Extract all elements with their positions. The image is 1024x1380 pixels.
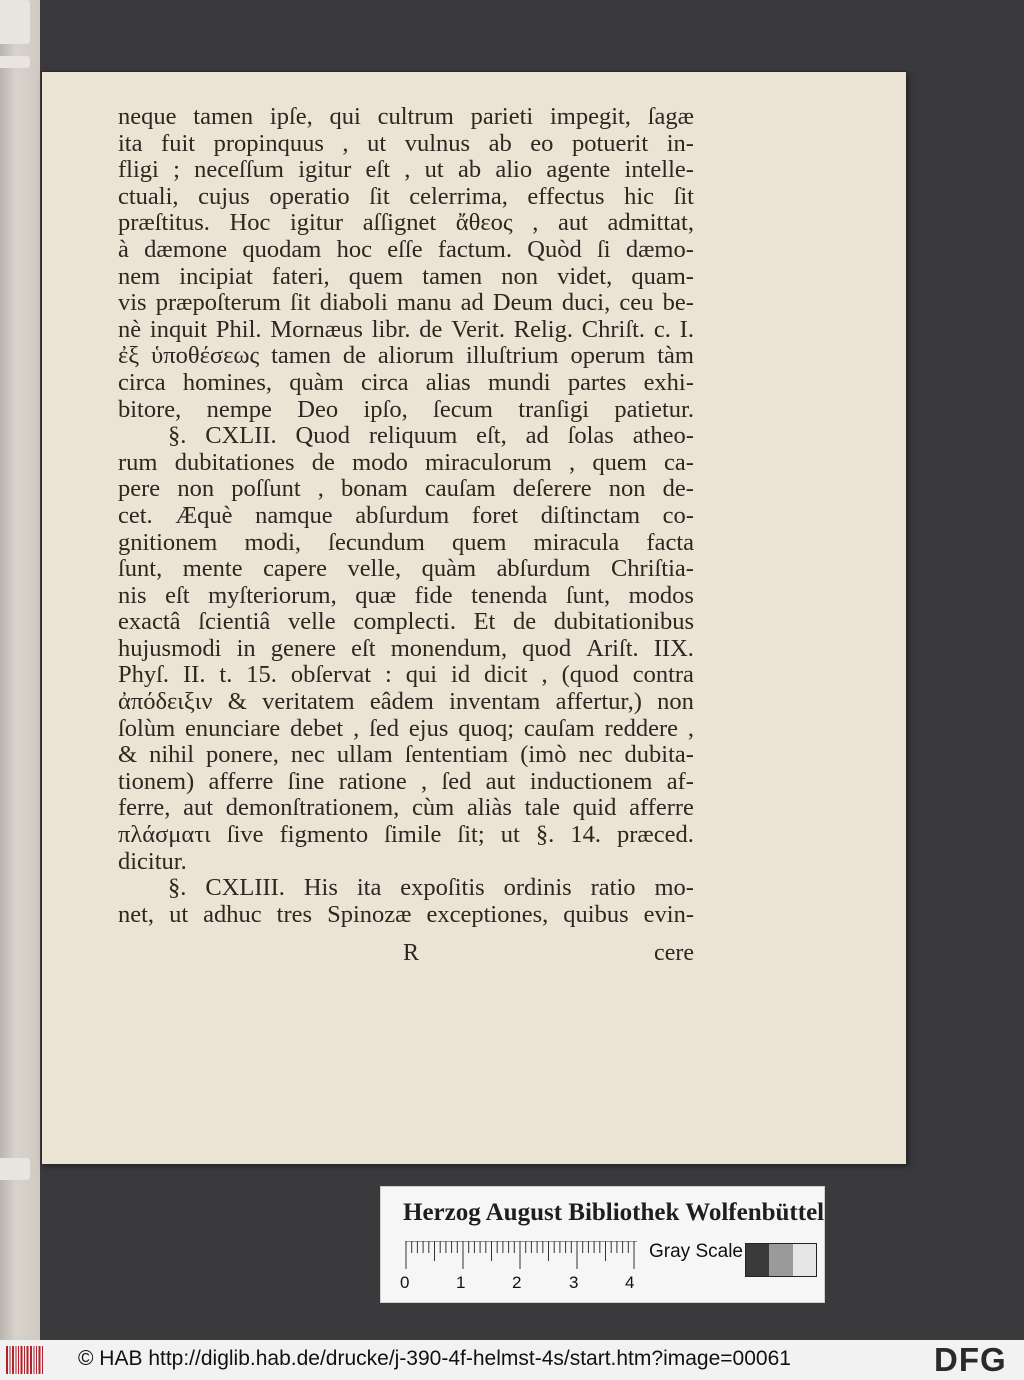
text-line: ſolùm enunciare debet , ſed ejus quoq; cauſam reddere , <box>118 714 694 742</box>
text-line: ctuali, cujus operatio ſit celerrima, effectus hic ſit <box>118 182 694 210</box>
text-line: ferre, aut demonſtrationem, cùm aliàs tale quid afferre <box>118 794 694 822</box>
dfg-logo: DFG <box>934 1341 1007 1378</box>
text-line: fligi ; neceſſum igitur eſt , ut ab alio agente intelle- <box>118 156 694 184</box>
text-line: §. CXLII. Quod reliquum eſt, ad ſolas atheo- <box>168 422 694 450</box>
text-line: vis præpoſterum ſit diaboli manu ad Deum duci, ceu be- <box>118 289 694 317</box>
text-line: neque tamen ipſe, qui cultrum parieti impegit, ſagæ <box>118 103 694 130</box>
ruler-label: 3 <box>569 1273 579 1292</box>
ruler-label: 1 <box>456 1273 466 1292</box>
text-line: nè inquit Phil. Mornæus libr. de Verit. Relig. Chriſt. c. I. <box>118 315 694 343</box>
adjacent-page-edge <box>0 0 40 1340</box>
text-line: à dæmone quodam hoc eſſe factum. Quòd ſi dæmo- <box>118 235 694 263</box>
text-line: & nihil ponere, nec ullam ſententiam (imò nec dubita- <box>118 741 694 769</box>
text-line: ἐξ ὑποθέσεως tamen de aliorum illuſtrium operum tàm <box>118 342 694 370</box>
text-line: nem incipiat fateri, quem tamen non videt, quam- <box>118 262 694 290</box>
text-line: Phyſ. II. t. 15. obſervat : qui id dicit , (quod contra <box>118 661 694 689</box>
text-line: rum dubitationes de modo miraculorum , quem ca- <box>118 448 694 476</box>
text-line: tionem) afferre ſine ratione , ſed aut inductionem af- <box>118 767 694 795</box>
color-scale-card <box>380 1186 825 1303</box>
text-line: ſunt, mente capere velle, quàm abſurdum Chriſtia- <box>118 555 694 583</box>
page-text <box>118 104 694 928</box>
text-line: nis eſt myſteriorum, quæ fide tenenda ſunt, modos <box>118 581 694 609</box>
barcode-icon <box>6 1346 48 1374</box>
text-line: net, ut adhuc tres Spinozæ exceptiones, quibus evin- <box>118 900 694 928</box>
text-line: gnitionem modi, ſecundum quem miracula facta <box>118 528 694 556</box>
library-name: Herzog August Bibliothek Wolfenbüttel <box>403 1199 825 1226</box>
measure-ruler <box>405 1241 637 1271</box>
text-line: circa homines, quàm circa alias mundi partes exhi- <box>118 368 694 396</box>
text-line: §. CXLIII. His ita expoſitis ordinis ratio mo- <box>168 874 694 902</box>
gray-swatch <box>769 1244 792 1276</box>
gray-swatches <box>745 1243 817 1277</box>
page-footer-line <box>118 940 694 967</box>
ruler-label: 2 <box>512 1273 522 1292</box>
text-line: ita fuit propinquus , ut vulnus ab eo potuerit in- <box>118 129 694 157</box>
ruler-label: 0 <box>400 1273 410 1292</box>
gray-swatch <box>746 1244 769 1276</box>
text-line: exactâ ſcientiâ velle complecti. Et de dubitationibus <box>118 608 694 636</box>
viewer-footer <box>0 1340 1024 1380</box>
gray-scale-label: Gray Scale <box>649 1241 743 1262</box>
text-line: præſtitus. Hoc igitur aſſignet ἄθεος , aut admittat, <box>118 209 694 237</box>
text-line: cet. Æquè namque abſurdum foret diſtinctam co- <box>118 501 694 529</box>
text-line: πλάσματι ſive figmento ſimile ſit; ut §. 14. præced. <box>118 821 694 849</box>
text-line: dicitur. <box>118 847 187 875</box>
source-url[interactable]: © HAB http://diglib.hab.de/drucke/j-390-4f-helmst-4s/start.htm?image=00061 <box>78 1347 791 1370</box>
text-line: bitore, nempe Deo ipſo, ſecum tranſigi patietur. <box>118 395 694 423</box>
catchword: cere <box>654 940 694 966</box>
gray-swatch <box>793 1244 816 1276</box>
text-line: pere non poſſunt , bonam cauſam deſerere non de- <box>118 475 694 503</box>
text-line: ἀπόδειξιν & veritatem eâdem inventam affertur,) non <box>118 688 694 716</box>
text-line: hujusmodi in genere eſt monendum, quod Ariſt. IIX. <box>118 634 694 662</box>
signature-mark: R <box>403 940 420 966</box>
ruler-label: 4 <box>625 1273 635 1292</box>
